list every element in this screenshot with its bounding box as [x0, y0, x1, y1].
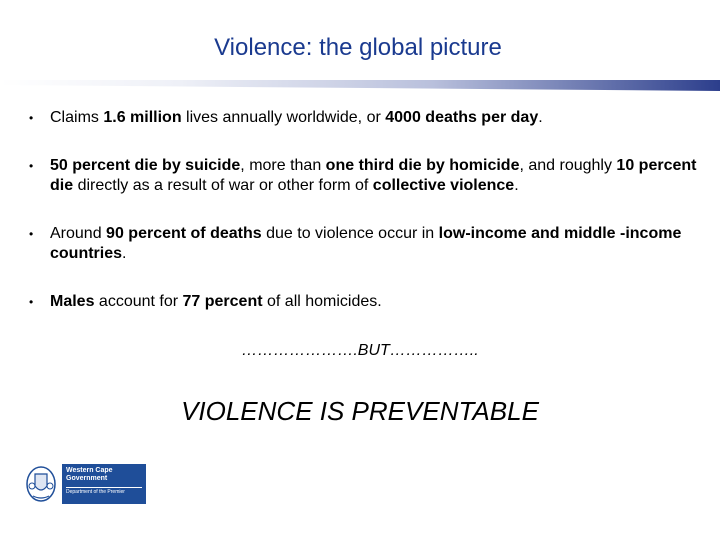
- bullet-item: [26, 292, 698, 312]
- bullet-dot-icon: •: [29, 227, 34, 241]
- bullet-item: [26, 108, 698, 128]
- bullet-item: [26, 224, 698, 264]
- logo-line-2: Government: [66, 475, 108, 482]
- logo-text-box: [62, 464, 146, 504]
- bullet-item: [26, 156, 698, 196]
- bullet-text: 50 percent die by suicide, more than one third die by homicide, and roughly 10 percent die directly as a result of war or other form of collective violence.: [50, 157, 697, 194]
- logo-department: Department of the Premier: [66, 487, 142, 496]
- bullet-text: Claims 1.6 million lives annually worldwide, or 4000 deaths per day.: [50, 109, 543, 126]
- government-logo: [24, 464, 146, 504]
- bullet-dot-icon: •: [29, 159, 34, 173]
- logo-line-1: Western Cape: [66, 467, 113, 474]
- slide-title: Violence: the global picture: [214, 34, 502, 61]
- bullet-text: Males account for 77 percent of all homicides.: [50, 293, 382, 310]
- but-line: ………………….BUT……………..: [241, 342, 479, 359]
- title-divider: [0, 80, 720, 91]
- bullet-dot-icon: •: [29, 111, 34, 125]
- bullet-list: [26, 108, 698, 340]
- bullet-text: Around 90 percent of deaths due to violence occur in low-income and middle -income countries.: [50, 225, 682, 262]
- coat-of-arms-icon: [24, 464, 58, 504]
- preventable-heading: VIOLENCE IS PREVENTABLE: [181, 396, 539, 426]
- bullet-dot-icon: •: [29, 295, 34, 309]
